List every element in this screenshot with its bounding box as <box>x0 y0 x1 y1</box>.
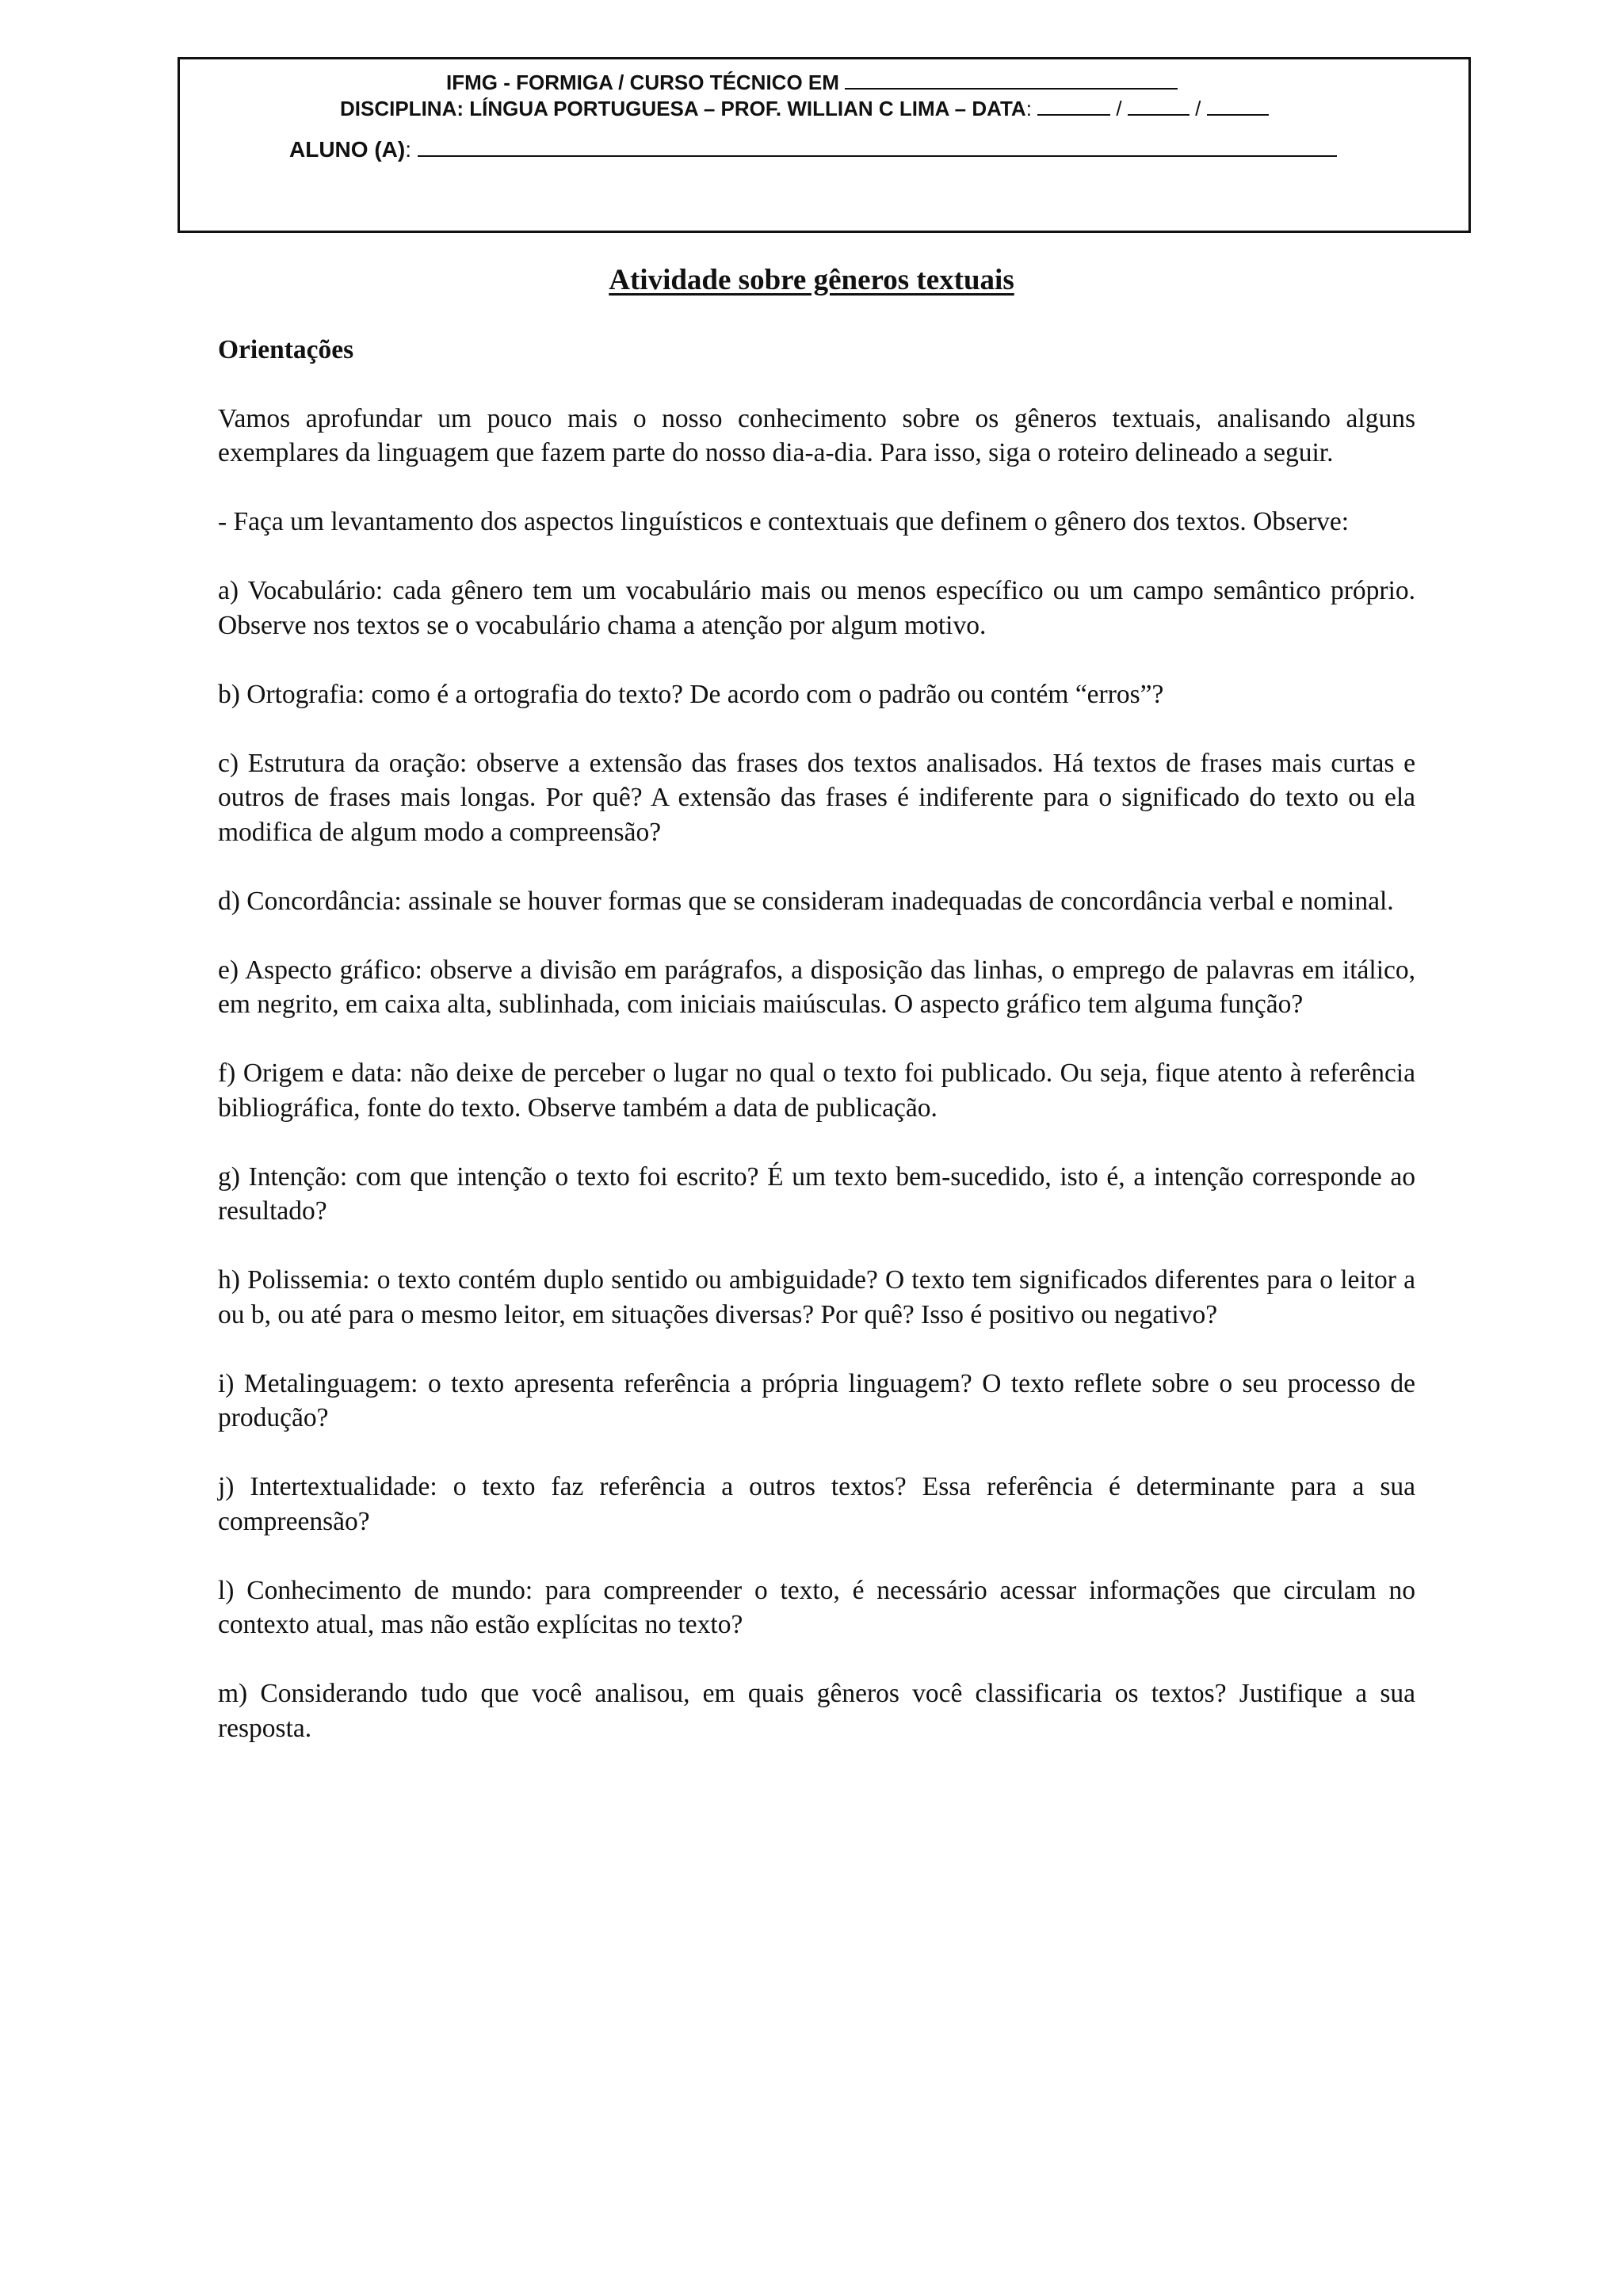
date-month-blank <box>1128 113 1190 116</box>
header-course-line <box>446 71 1178 95</box>
item-b-ortografia: b) Ortografia: como é a ortografia do texto? De acordo com o padrão ou contém “erros”? <box>218 679 1164 709</box>
item-i-metalinguagem: i) Metalinguagem: o texto apresenta referência a própria linguagem? O texto reflete sobre o seu processo de produção? <box>218 1368 1415 1432</box>
item-j-intertextualidade: j) Intertextualidade: o texto faz referência a outros textos? Essa referência é determinante para a sua compreensão? <box>218 1472 1415 1536</box>
discipline-label: DISCIPLINA: LÍNGUA PORTUGUESA – PROF. WILLIAN C LIMA – DATA <box>340 97 1026 120</box>
student-name-blank <box>418 154 1337 157</box>
date-day-blank <box>1037 113 1110 116</box>
date-separator-2: / <box>1195 97 1201 120</box>
date-colon: : <box>1025 97 1032 120</box>
intro-paragraph: Vamos aprofundar um pouco mais o nosso conhecimento sobre os gêneros textuais, analisando alguns exemplares da linguagem que fazem parte do nosso dia-a-dia. Para isso, siga o roteiro delineado a seguir. <box>218 403 1415 467</box>
document-body <box>218 333 1415 1780</box>
page-title: Atividade sobre gêneros textuais <box>609 264 1014 296</box>
item-h-polissemia: h) Polissemia: o texto contém duplo sentido ou ambiguidade? O texto tem significados diferentes para o leitor a ou b, ou até para o mesmo leitor, em situações diversas? Por quê? Isso é positivo ou negativo? <box>218 1265 1415 1329</box>
instruction-paragraph: - Faça um levantamento dos aspectos linguísticos e contextuais que definem o gênero dos textos. Observe: <box>218 507 1350 536</box>
course-blank <box>845 87 1178 90</box>
item-e-aspecto-grafico: e) Aspecto gráfico: observe a divisão em parágrafos, a disposição das linhas, o emprego de palavras em itálico, em negrito, em caixa alta, sublinhada, com iniciais maiúsculas. O aspecto gráfico tem alguma função? <box>218 955 1415 1019</box>
item-g-intencao: g) Intenção: com que intenção o texto foi escrito? É um texto bem-sucedido, isto é, a intenção corresponde ao resultado? <box>218 1161 1415 1226</box>
student-colon: : <box>405 137 411 162</box>
header-student-line <box>289 137 1337 162</box>
orientations-heading: Orientações <box>218 335 354 364</box>
item-f-origem-data: f) Origem e data: não deixe de perceber o lugar no qual o texto foi publicado. Ou seja, fique atento à referência bibliográfica, fonte do texto. Observe também a data de publicação. <box>218 1058 1415 1123</box>
date-year-blank <box>1207 113 1269 116</box>
item-c-estrutura: c) Estrutura da oração: observe a extensão das frases dos textos analisados. Há textos de frases mais curtas e outros de frases mais longas. Por quê? A extensão das frases é indiferente para o significado do texto ou ela modifica de algum modo a compreensão? <box>218 748 1415 847</box>
student-label: ALUNO (A) <box>289 137 406 162</box>
course-label: IFMG - FORMIGA / CURSO TÉCNICO EM <box>446 71 839 94</box>
item-a-vocabulario: a) Vocabulário: cada gênero tem um vocabulário mais ou menos específico ou um campo semântico próprio. Observe nos textos se o vocabulário chama a atenção por algum motivo. <box>218 576 1415 640</box>
header-box <box>178 57 1471 233</box>
item-l-conhecimento: l) Conhecimento de mundo: para compreender o texto, é necessário acessar informações que circulam no contexto atual, mas não estão explícitas no texto? <box>218 1575 1415 1639</box>
item-m-classificacao: m) Considerando tudo que você analisou, em quais gêneros você classificaria os textos? Justifique a sua resposta. <box>218 1679 1415 1743</box>
date-separator-1: / <box>1116 97 1122 120</box>
item-d-concordancia: d) Concordância: assinale se houver formas que se consideram inadequadas de concordância verbal e nominal. <box>218 886 1394 916</box>
header-discipline-line <box>340 97 1269 121</box>
